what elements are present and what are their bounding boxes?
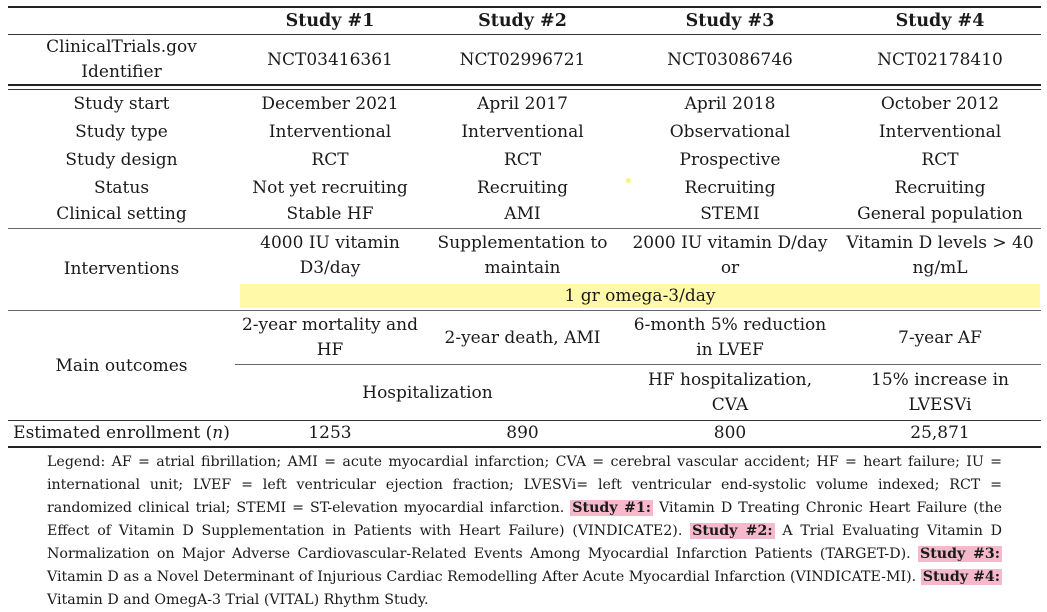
identifier-rule-bottom [8,89,1041,90]
legend-study-1-tag: Study #1: [572,500,651,516]
outcomes-rule [8,310,1041,311]
row-label-study-type: Study type [75,121,168,142]
cell: October 2012 [880,94,1000,114]
interventions-rule [8,228,1041,229]
header-study-4: Study #4 [895,10,985,31]
cell: Interventional [878,121,1002,142]
shared-intervention-highlight: 1 gr omega-3/day [240,284,1040,308]
row-label-clinical-setting: Clinical setting [56,204,187,224]
intervention-2: Supplementation to maintain [437,233,608,278]
row-label-study-start: Study start [73,94,170,114]
legend-study-3-tag: Study #3: [919,546,1000,562]
outcome-primary-4: 7-year AF [898,327,982,348]
enrollment-2: 890 [506,423,539,443]
row-label-interventions: Interventions [63,258,180,279]
yellow-dot-mark [626,178,631,183]
legend-study-2-desc: A Trial Evaluating Vitamin D Normalization on Major Adverse Cardiovascular-Related Events Among Myocardial Infarction Patients (TARGET-D). [47,523,1002,562]
cell: RCT [503,149,542,170]
enrollment-1: 1253 [308,423,352,443]
identifier-2: NCT02996721 [459,49,586,70]
enrollment-3: 800 [713,423,747,443]
outcome-secondary-shared: Hospitalization [362,382,493,403]
legend-study-1-desc: Vitamin D Treating Chronic Heart Failure (the Effect of Vitamin D Supplementation in Patients with Heart Failure) (VINDICATE2). [47,500,1002,539]
row-label-main-outcomes: Main outcomes [55,355,188,376]
cell: April 2018 [684,94,776,114]
cell: Recruiting [477,177,568,198]
intervention-3: 2000 IU vitamin D/day or [632,233,828,278]
table-legend [47,451,1002,612]
intervention-1: 4000 IU vitamin D3/day [260,233,400,278]
header-study-3: Study #3 [685,10,775,31]
outcome-primary-2: 2-year death, AMI [444,327,601,348]
outcome-primary-1: 2-year mortality and HF [241,315,419,360]
header-study-2: Study #2 [478,10,567,31]
cell: April 2017 [477,94,568,114]
cell: RCT [311,149,349,170]
cell: Not yet recruiting [252,177,408,198]
identifier-label: ClinicalTrials.gov Identifier [46,37,197,82]
enrollment-4: 25,871 [910,423,970,443]
row-label-status: Status [93,177,150,198]
legend-study-3-desc: Vitamin D as a Novel Determinant of Injurious Cardiac Remodelling After Acute Myocardial Infarction (VINDICATE-MI). [47,569,921,585]
outcomes-mid-rule [235,364,1041,365]
legend-study-4-desc: Vitamin D and OmegA-3 Trial (VITAL) Rhythm Study. [47,592,429,608]
cell: Interventional [461,121,584,142]
identifier-rule-top [8,84,1041,86]
outcome-secondary-3: HF hospitalization, CVA [647,370,813,415]
cell: Interventional [268,121,392,142]
cell: Prospective [679,149,781,170]
legend-study-2-tag: Study #2: [692,523,773,539]
legend-abbreviations: Legend: AF = atrial fibrillation; AMI = acute myocardial infarction; CVA = cerebral vascular accident; HF = heart failure; IU = international unit; LVEF = left ventricular ejection fraction; LVESVi= left ventricular end-systolic volume indexed; RCT = randomized clinical trial; STEMI = ST-elevation myocardial infarction. [47,454,1002,516]
cell: Recruiting [684,177,776,198]
cell: STEMI [700,204,760,224]
identifier-1: NCT03416361 [267,49,393,70]
cell: December 2021 [261,94,399,114]
cell: General population [857,204,1023,224]
outcome-primary-3: 6-month 5% reduction in LVEF [633,315,827,360]
bottom-rule [8,446,1041,448]
legend-study-4-tag: Study #4: [922,569,1000,585]
identifier-3: NCT03086746 [667,49,793,70]
intervention-4: Vitamin D levels > 40 ng/mL [846,233,1034,278]
cell: Observational [669,121,791,142]
header-study-1: Study #1 [285,10,375,31]
outcome-secondary-4: 15% increase in LVESVi [871,370,1009,415]
cell: AMI [504,204,541,224]
cell: Recruiting [894,177,986,198]
cell: RCT [921,149,959,170]
cell: Stable HF [286,204,374,224]
identifier-4: NCT02178410 [877,49,1003,70]
row-label-study-design: Study design [65,149,178,170]
row-label-enrollment: Estimated enrollment ( n ) [13,423,230,443]
